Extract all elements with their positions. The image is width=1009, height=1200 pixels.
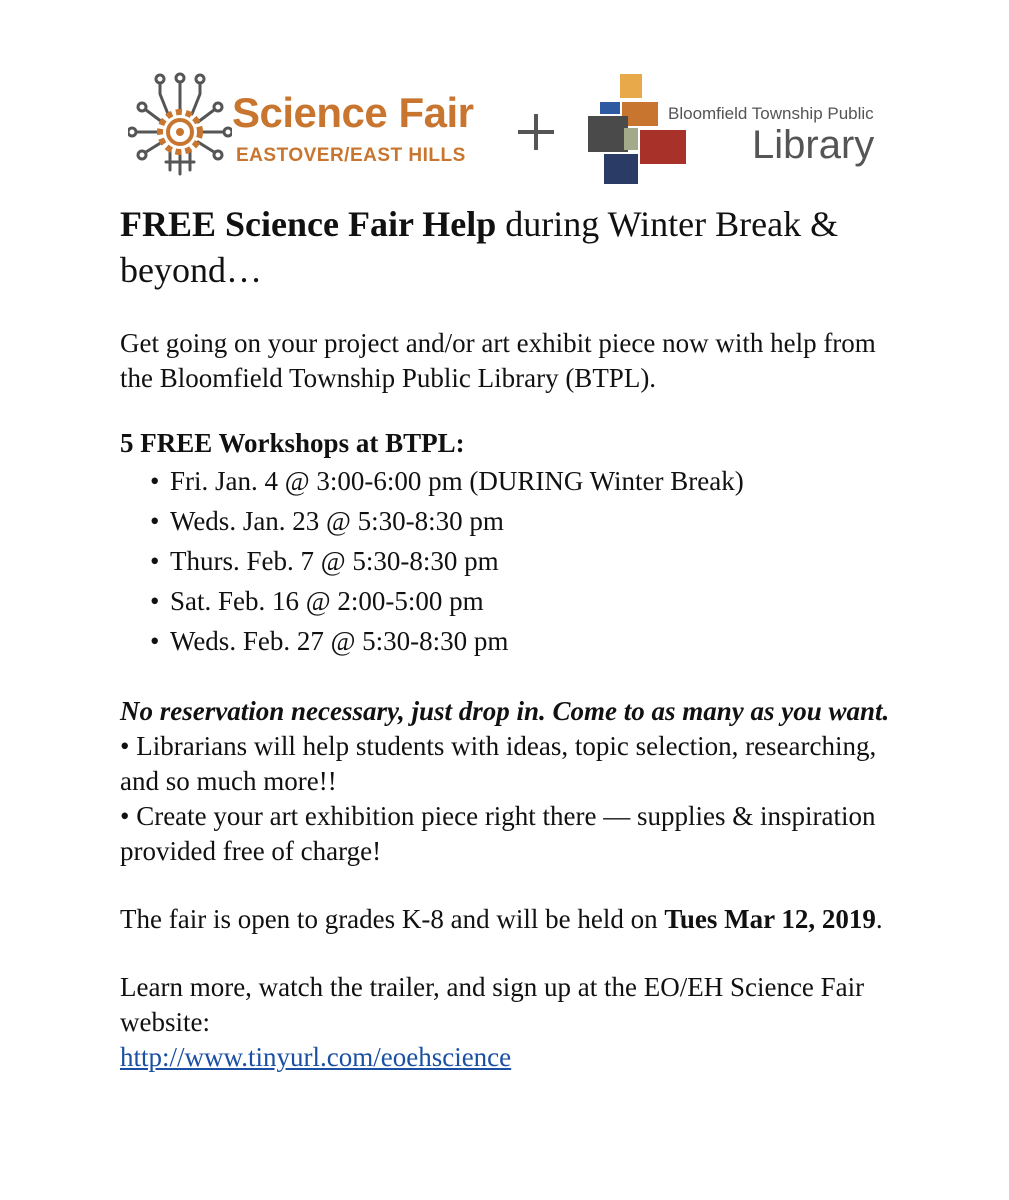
plus-icon — [514, 110, 558, 154]
intro-paragraph: Get going on your project and/or art exhibit piece now with help from the Bloomfield Township Public Library (BTPL). — [120, 328, 876, 393]
headline — [120, 201, 910, 293]
gear-circuit-icon — [128, 70, 232, 180]
headline-rest: during Winter Break & beyond… — [120, 204, 839, 290]
list-item — [150, 581, 910, 621]
list-item — [150, 541, 910, 581]
workshops-list — [120, 461, 910, 661]
librarians-help-line: • Librarians will help students with ideas, topic selection, researching, and so much more!! — [120, 731, 877, 796]
learn-more-text: Learn more, watch the trailer, and sign up at the EO/EH Science Fair website: — [120, 972, 865, 1037]
library-logo-top-line: Bloomfield Township Public — [668, 104, 874, 123]
bullet: • — [150, 546, 160, 576]
science-fair-logo-title: Science Fair — [232, 89, 474, 136]
fair-info-text: The fair is open to grades K-8 and will be held on — [120, 904, 665, 934]
fair-date: Tues Mar 12, 2019 — [664, 904, 876, 934]
list-item — [150, 621, 910, 661]
bullet: • — [150, 466, 160, 496]
workshop-date: Weds. Jan. 23 @ 5:30-8:30 pm — [170, 506, 504, 536]
bullet: • — [150, 586, 160, 616]
workshop-date: Sat. Feb. 16 @ 2:00-5:00 pm — [170, 586, 484, 616]
flyer-content — [120, 201, 910, 1075]
fair-info-paragraph — [120, 902, 910, 937]
bullet: • — [150, 626, 160, 656]
bullet: • — [150, 506, 160, 536]
workshop-date: Thurs. Feb. 7 @ 5:30-8:30 pm — [170, 546, 499, 576]
library-logo-word: Library — [752, 123, 875, 167]
website-link[interactable]: http://www.tinyurl.com/eoehscience — [120, 1042, 512, 1072]
list-item — [150, 501, 910, 541]
workshops-heading: 5 FREE Workshops at BTPL: — [120, 428, 465, 458]
logo-row — [0, 0, 1009, 200]
library-mosaic-logo — [586, 74, 688, 186]
fair-info-end: . — [875, 904, 883, 934]
no-reservation-note: No reservation necessary, just drop in. Come to as many as you want. — [120, 696, 890, 726]
art-exhibition-line: • Create your art exhibition piece right there — supplies & inspiration provided free of charge! — [120, 801, 876, 866]
list-item — [150, 461, 910, 501]
headline-bold: FREE Science Fair Help — [120, 204, 497, 244]
workshop-date: Fri. Jan. 4 @ 3:00-6:00 pm (DURING Winter Break) — [170, 466, 744, 496]
science-fair-logo-subtitle: EASTOVER/EAST HILLS — [236, 145, 466, 166]
workshop-date: Weds. Feb. 27 @ 5:30-8:30 pm — [170, 626, 509, 656]
